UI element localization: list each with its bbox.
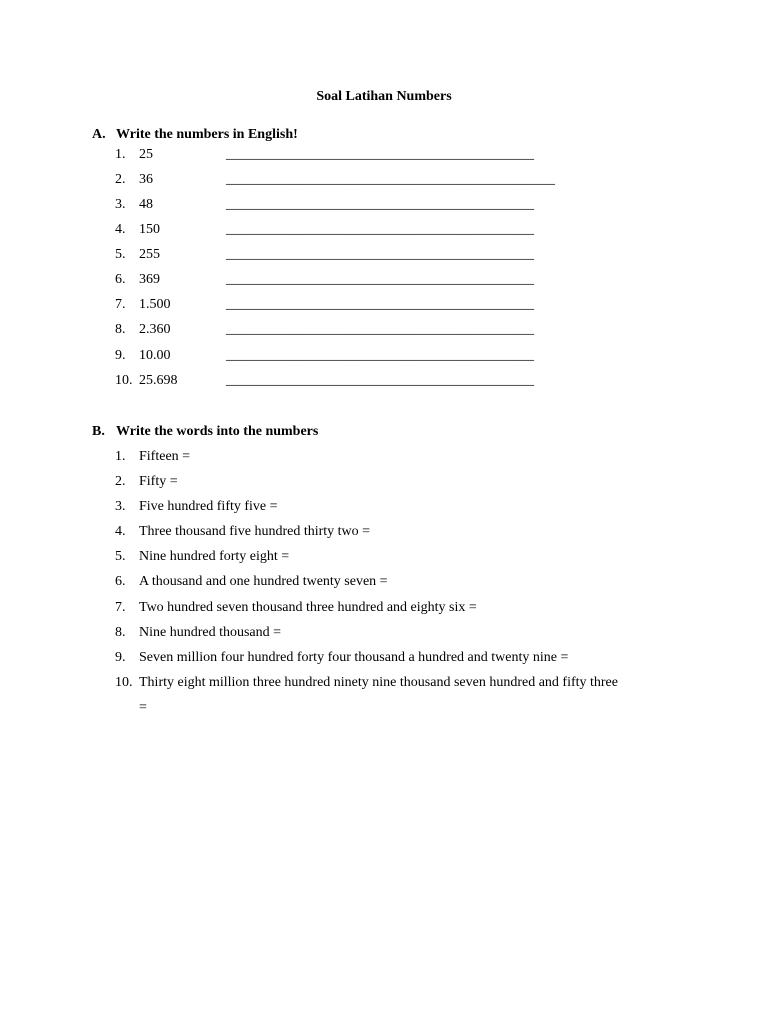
- item-words: Nine hundred forty eight =: [139, 549, 290, 564]
- item-number: 3.: [115, 197, 126, 212]
- item-words: Fifty =: [139, 474, 178, 489]
- item-words: Seven million four hundred forty four thousand a hundred and twenty nine =: [139, 650, 569, 665]
- item-number: 4.: [115, 222, 126, 237]
- item-number: 3.: [115, 499, 126, 514]
- item-number: 1.: [115, 449, 126, 464]
- item-number-value: 48: [139, 197, 153, 212]
- item-number: 4.: [115, 524, 126, 539]
- item-number-value: 369: [139, 272, 160, 287]
- item-number: 8.: [115, 625, 126, 640]
- item-words: Three thousand five hundred thirty two =: [139, 524, 371, 539]
- item-words-continuation: =: [139, 700, 147, 715]
- item-number-value: 1.500: [139, 297, 171, 312]
- item-number: 5.: [115, 247, 126, 262]
- item-number-value: 2.360: [139, 322, 171, 337]
- answer-blank: ____________________________________________: [226, 272, 534, 287]
- section-a-letter: A.: [92, 127, 106, 142]
- item-number: 2.: [115, 172, 126, 187]
- section-a-title: Write the numbers in English!: [116, 127, 298, 142]
- answer-blank: ____________________________________________: [226, 322, 534, 337]
- answer-blank: ____________________________________________: [226, 222, 534, 237]
- section-b-letter: B.: [92, 424, 105, 439]
- item-number-value: 255: [139, 247, 160, 262]
- answer-blank: ____________________________________________: [226, 373, 534, 388]
- item-number-value: 150: [139, 222, 160, 237]
- item-number-value: 10.00: [139, 348, 171, 363]
- answer-blank: ____________________________________________: [226, 197, 534, 212]
- item-number: 10.: [115, 675, 133, 690]
- item-number-value: 25: [139, 147, 153, 162]
- answer-blank: ____________________________________________: [226, 147, 534, 162]
- item-words: Nine hundred thousand =: [139, 625, 282, 640]
- answer-blank: ____________________________________________: [226, 297, 534, 312]
- item-number: 7.: [115, 600, 126, 615]
- answer-blank: _______________________________________________: [226, 172, 555, 187]
- item-number: 2.: [115, 474, 126, 489]
- item-words: Fifteen =: [139, 449, 191, 464]
- item-number: 9.: [115, 348, 126, 363]
- item-words: A thousand and one hundred twenty seven =: [139, 574, 388, 589]
- item-number: 7.: [115, 297, 126, 312]
- item-words: Thirty eight million three hundred ninety nine thousand seven hundred and fifty three: [139, 675, 618, 690]
- item-number-value: 25.698: [139, 373, 178, 388]
- section-a-heading: [92, 125, 298, 145]
- item-number: 5.: [115, 549, 126, 564]
- page-title: Soal Latihan Numbers: [316, 89, 452, 104]
- item-number: 1.: [115, 147, 126, 162]
- item-number: 10.: [115, 373, 133, 388]
- item-words: Two hundred seven thousand three hundred and eighty six =: [139, 600, 477, 615]
- item-number-value: 36: [139, 172, 153, 187]
- item-number: 9.: [115, 650, 126, 665]
- item-number: 8.: [115, 322, 126, 337]
- answer-blank: ____________________________________________: [226, 348, 534, 363]
- item-number: 6.: [115, 574, 126, 589]
- section-b-title: Write the words into the numbers: [116, 424, 319, 439]
- answer-blank: ____________________________________________: [226, 247, 534, 262]
- section-b-heading: [92, 422, 318, 442]
- item-words: Five hundred fifty five =: [139, 499, 278, 514]
- item-number: 6.: [115, 272, 126, 287]
